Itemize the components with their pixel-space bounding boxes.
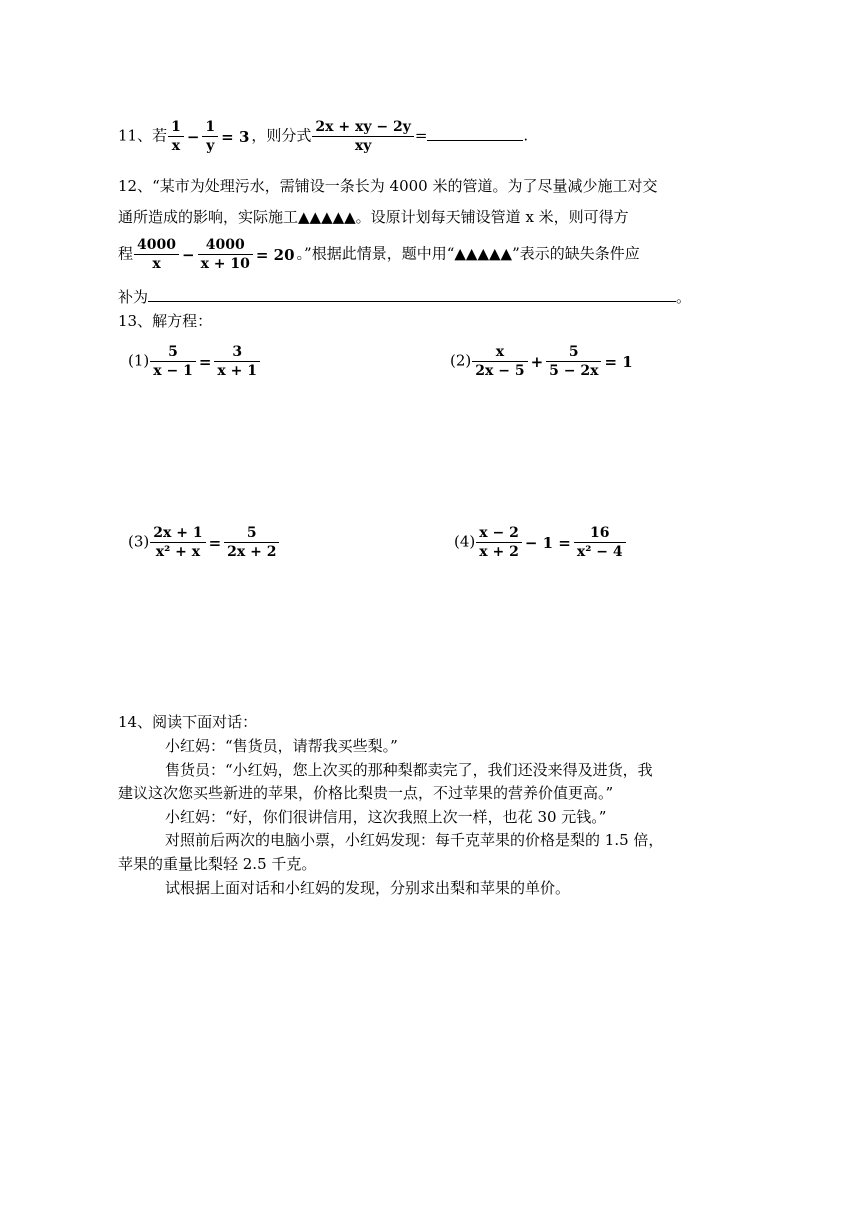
q14-finding-a: 对照前后两次的电脑小票，小红妈发现：每千克苹果的价格是梨的 1.5 倍， bbox=[165, 831, 664, 849]
q14-finding-b: 苹果的重量比梨轻 2.5 千克。 bbox=[118, 855, 317, 873]
q12-answer-blank[interactable] bbox=[148, 287, 676, 302]
q13-problem-1: (1) $\frac{5}{x - 1}$ = $\frac{3}{x + 1}$ bbox=[128, 343, 261, 380]
q11-equals: = bbox=[414, 126, 428, 145]
q11-rhs: = 3 bbox=[221, 127, 250, 146]
q14-title: 14、阅读下面对话： bbox=[118, 713, 258, 731]
q14-task: 试根据上面对话和小红妈的发现，分别求出梨和苹果的单价。 bbox=[165, 879, 571, 897]
q13-problem-2: (2) $\frac{x}{2x - 5}$ + $\frac{5}{5 - 2x}$ = 1 bbox=[450, 344, 633, 379]
q11-minus: − bbox=[186, 127, 200, 146]
q14-dialogue-2b: 建议这次您买些新进的苹果，价格比梨贵一点，不过苹果的营养价值更高。” bbox=[118, 784, 614, 802]
q11-fraction-1: $\frac{1}{x}$ bbox=[168, 118, 184, 155]
q12-fraction-1: $\frac{4000}{x}$ bbox=[134, 236, 179, 273]
q11-prefix: 11、若 bbox=[118, 126, 168, 145]
q12-line-4: 补为 。 bbox=[118, 288, 692, 306]
q12-line-3: 程 $\frac{4000}{x}$ − $\frac{4000}{x + 10}$ = 20 。”根据此情景，题中用“▲▲▲▲▲”表示的缺失条件应 bbox=[118, 237, 640, 272]
q14-dialogue-1: 小红妈：“售货员，请帮我买些梨。” bbox=[165, 737, 398, 755]
q13-problem-4: (4) $\frac{x - 2}{x + 2}$ − 1 = $\frac{16}{\text{x² − 4}}$ bbox=[454, 524, 627, 561]
q11-fraction-3: $\frac{2x + xy - 2y}{xy}$ bbox=[312, 118, 413, 155]
q12-line-2: 通所造成的影响，实际施工▲▲▲▲▲。设原计划每天铺设管道 x 米，则可得方 bbox=[118, 208, 629, 226]
q14-dialogue-3: 小红妈：“好，你们很讲信用，这次我照上次一样，也花 30 元钱。” bbox=[165, 808, 607, 826]
q11-answer-blank[interactable] bbox=[427, 126, 523, 141]
q12-fraction-2: $\frac{4000}{x + 10}$ bbox=[198, 236, 253, 273]
q14-dialogue-2a: 售货员：“小红妈，您上次买的那种梨都卖完了，我们还没来得及进货，我 bbox=[165, 761, 653, 779]
q11-fraction-2: $\frac{1}{y}$ bbox=[202, 118, 218, 155]
q13-title: 13、解方程： bbox=[118, 312, 213, 330]
q11-mid-text: ，则分式 bbox=[251, 126, 312, 145]
q13-problem-3: (3) $\frac{2x + 1}{\text{x² + x}}$ = $\frac{5}{2x + 2}$ bbox=[128, 524, 280, 561]
q12-line-1: 12、“某市为处理污水，需铺设一条长为 4000 米的管道。为了尽量减少施工对交 bbox=[118, 177, 658, 195]
question-11 bbox=[118, 118, 528, 155]
q11-end: . bbox=[523, 126, 529, 145]
